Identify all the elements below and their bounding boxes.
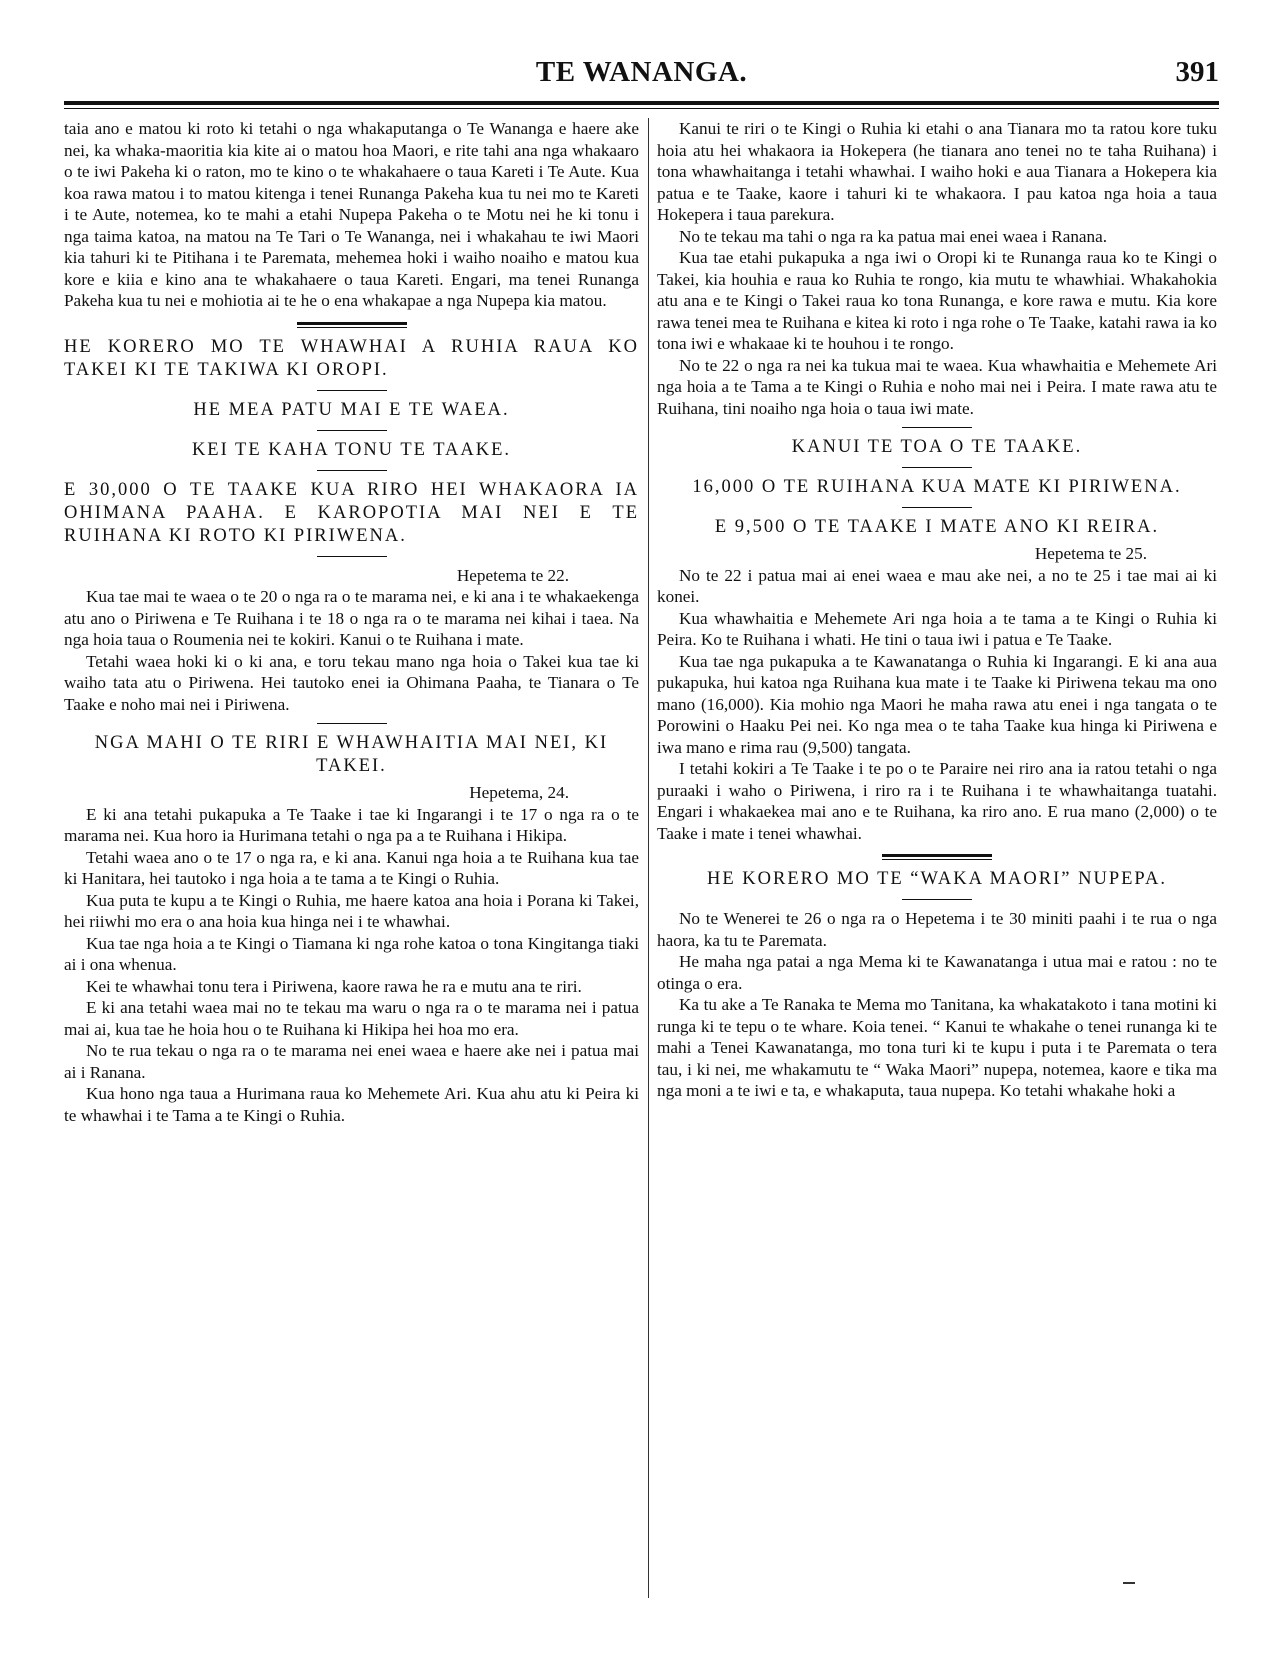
paragraph: Kua whawhaitia e Mehemete Ari nga hoia a te tama a te Kingi o Ruhia ki Peira. Ko te Ruihana i whati. He tini o taua iwi i patua e Te Taake. xyxy=(657,608,1217,649)
section-separator xyxy=(882,854,992,860)
paragraph: Tetahi waea hoki ki o ki ana, e toru tekau mano nga hoia o Takei kua tae ki waiho tata atu o Piriwena. Hei tautoko enei ia Ohimana Paaha, te Tianara o Te Taake e noho mai nei i Piriwena. xyxy=(64,651,639,714)
dateline: Hepetema te 25. xyxy=(1034,544,1147,563)
paragraph: No te 22 o nga ra nei ka tukua mai te waea. Kua whawhaitia e Mehemete Ari nga hoia a te Tama a te Kingi o Ruhia e noho mai nei i Peira. I mate rawa atu te Ruihana, tini noaiho nga hoia o taua iwi mate. xyxy=(657,355,1217,418)
subheading: HE MEA PATU MAI E TE WAEA. xyxy=(193,399,510,420)
separator xyxy=(317,556,387,557)
column-divider xyxy=(648,118,649,1598)
paragraph: No te rua tekau o nga ra o te marama nei enei waea e haere ake nei i patua mai ai i Ranana. xyxy=(64,1041,639,1082)
separator xyxy=(902,507,972,508)
paragraph: Kua puta te kupu a te Kingi o Ruhia, me haere katoa ana hoia i Porana ki Takei, hei riiwhi mo era o ana hoia kua hinga nei i te whawhai. xyxy=(64,890,639,931)
paragraph: E ki ana tetahi waea mai no te tekau ma waru o nga ra o te marama nei i patua mai ai, kua tae he hoia hou o te Ruihana ki Hikipa hei hoa mo era. xyxy=(64,998,639,1039)
paragraph: Ka tu ake a Te Ranaka te Mema mo Tanitana, ka whakatakoto i tana motini ki runga ki te tepu o te whare. Koia tenei. “ Kanui te whakahe o tenei runanga ki te mahi a Tenei Kawanatanga, mo tona turi ki te kupu i puta i te Paremata o tera tau, i ki nei, me whakamutu te “ Waka Maori” nupepa, notemea, kaore e tika ma nga moni a te iwi e ta, e whakaputa, taua nupepa. Ko tetahi whakahe hoki a xyxy=(657,995,1217,1100)
paragraph: No te tekau ma tahi o nga ra ka patua mai enei waea i Ranana. xyxy=(679,226,1108,246)
continuation-mark xyxy=(1123,1582,1135,1584)
section-separator xyxy=(297,322,407,328)
separator xyxy=(902,899,972,900)
paragraph: Kua tae mai te waea o te 20 o nga ra o te marama nei, e ki ana i te whakaekenga atu ano o Piriwena e Te Ruihana i te 18 o nga ra o te marama nei kihai i taea. Na nga hoia taua o Roumenia nei te kokiri. Kanui o te Ruihana i mate. xyxy=(64,587,639,649)
dateline: Hepetema te 22. xyxy=(456,565,569,585)
subheading: NGA MAHI O TE RIRI E WHAWHAITIA MAI NEI, KI TAKEI. xyxy=(94,733,609,776)
subheading: KEI TE KAHA TONU TE TAAKE. xyxy=(191,439,512,460)
page-header xyxy=(64,56,1219,102)
paragraph: taia ano e matou ki roto ki tetahi o nga whakaputanga o Te Wananga e haere ake nei, ka whaka-maoritia kia kite ai o matou hoa Maori, e rite tahi ana nga whakaaro o te iwi Pakeha ki o raton, mo te kino o te whakahaere o taua Kareti i Te Aute. Kua koa rawa matou i to matou kitenga i tenei Runanga Pakeha kua tu nei mo te Kareti i te Aute, notemea, ko te mahi a etahi Nupepa Pakeha o te Motu nei he ki tonu i nga taima katoa, na matou na Te Tari o Te Wananga, nei i whakahau te iwi Maori kia tahuri ki te Pitihana i te Paremata, mehemea hoki i waiho noaiho e matou kua kore e kiia e kino ana te whakahaere o taua Kareti. Engari, ma tenei Runanga Pakeha kua tu nei e mohiotia ai te he o ena whakapae a nga Nupepa kia matou. xyxy=(64,119,639,310)
paragraph: He maha nga patai a nga Mema ki te Kawanatanga i utua mai e ratou : no te otinga o era. xyxy=(657,952,1217,993)
paragraph: No te Wenerei te 26 o nga ra o Hepetema i te 30 miniti paahi i te rua o nga haora, ka tu te Paremata. xyxy=(657,909,1217,950)
article-headline: HE KORERO MO TE WHAWHAI A RUHIA RAUA KO TAKEI KI TE TAKIWA KI OROPI. xyxy=(64,336,639,380)
dateline: Hepetema, 24. xyxy=(469,783,569,802)
separator xyxy=(902,467,972,468)
header-rule-thin xyxy=(64,108,1219,109)
separator xyxy=(317,390,387,391)
subheading: 16,000 O TE RUIHANA KUA MATE KI PIRIWENA. xyxy=(692,477,1182,497)
separator xyxy=(902,427,972,428)
separator xyxy=(317,723,387,724)
paragraph: Kua tae nga pukapuka a te Kawanatanga o Ruhia ki Ingarangi. E ki ana aua pukapuka, hui katoa nga Ruihana kua mate i te Taake ki Piriwena tekau ma ono mano (16,000). Kia mohio nga Maori he maha rawa atu enei i nga tangata o te Porowini o Haaku Pei nei. Ko nga mea o te taha Taake kua hinga ki Piriwena e iwa mano e rima rau (9,500) tangata. xyxy=(657,651,1217,757)
paragraph: Kua tae nga hoia a te Kingi o Tiamana ki nga rohe katoa o tona Kingitanga tiaki ai i ona whenua. xyxy=(64,933,639,974)
separator xyxy=(317,470,387,471)
paragraph: Kanui te riri o te Kingi o Ruhia ki etahi o ana Tianara mo ta ratou kore tuku hoia atu hei whakaora ia Hokepera (he tianara ano tenei no te taha Ruihana) i tona whawhaitanga i tetahi whawhai. I waiho hoki e aua Tianara a Hokepera kia patua e te Taake, kaore i tahuri ki te whakaora. I pau katoa nga hoia a taua Hokepera i taua parekura. xyxy=(657,119,1217,224)
page-number: 391 xyxy=(1175,56,1219,88)
paragraph: I tetahi kokiri a Te Taake i te po o te Paraire nei riro ana ia ratou tetahi o nga puraaki i waho o Piriwena, i riro ra i te Ruihana i te whawhaitanga tuatahi. Engari i whakaekea mai ano e te Ruihana, ka riro ano. E rua mano (2,000) o te Taake i mate i tenei whawhai. xyxy=(657,759,1217,843)
subheading: E 30,000 O TE TAAKE KUA RIRO HEI WHAKAORA IA OHIMANA PAAHA. E KAROPOTIA MAI NEI E TE RUIHANA KI ROTO KI PIRIWENA. xyxy=(64,479,639,546)
subheading: E 9,500 O TE TAAKE I MATE ANO KI REIRA. xyxy=(714,517,1160,537)
paragraph: Tetahi waea ano o te 17 o nga ra, e ki ana. Kanui nga hoia a te Ruihana kua tae ki Hanitara, hei tautoko i nga hoia a te tama a te Kingi o Ruhia. xyxy=(64,847,639,888)
subheading: KANUI TE TOA O TE TAAKE. xyxy=(791,437,1083,457)
article-headline: HE KORERO MO TE “WAKA MAORI” NUPEPA. xyxy=(707,869,1167,889)
paragraph: Kua hono nga taua a Hurimana raua ko Mehemete Ari. Kua ahu atu ki Peira ki te whawhai i te Tama a te Kingi o Ruhia. xyxy=(64,1084,639,1125)
paragraph: No te 22 i patua mai ai enei waea e mau ake nei, a no te 25 i tae mai ai ki konei. xyxy=(657,565,1217,606)
paragraph: Kei te whawhai tonu tera i Piriwena, kaore rawa he ra e mutu ana te riri. xyxy=(86,976,582,996)
paragraph: Kua tae etahi pukapuka a nga iwi o Oropi ki te Runanga raua ko te Kingi o Takei, kia houhia e raua ko Ruhia te rongo, kia mutu te whawhiai. Whakahokia atu ana e te Kingi o Takei raua ko tona Runanga, e kore rawa e mutu. Kia kore rawa tenei mea te Ruihana e kitea ki roto i nga rohe o Te Taake, katahi rawa ia ko tona iwi e whakaae ki te houhou i te rongo. xyxy=(657,248,1217,353)
right-column xyxy=(657,118,1217,1102)
paragraph: E ki ana tetahi pukapuka a Te Taake i tae ki Ingarangi i te 17 o nga ra o te marama nei. Kua horo ia Hurimana tetahi o nga pa a te Ruihana i Hikipa. xyxy=(64,804,639,845)
separator xyxy=(317,430,387,431)
header-rule xyxy=(64,101,1219,105)
newspaper-title: TE WANANGA. xyxy=(535,56,748,88)
left-column xyxy=(64,118,639,1126)
